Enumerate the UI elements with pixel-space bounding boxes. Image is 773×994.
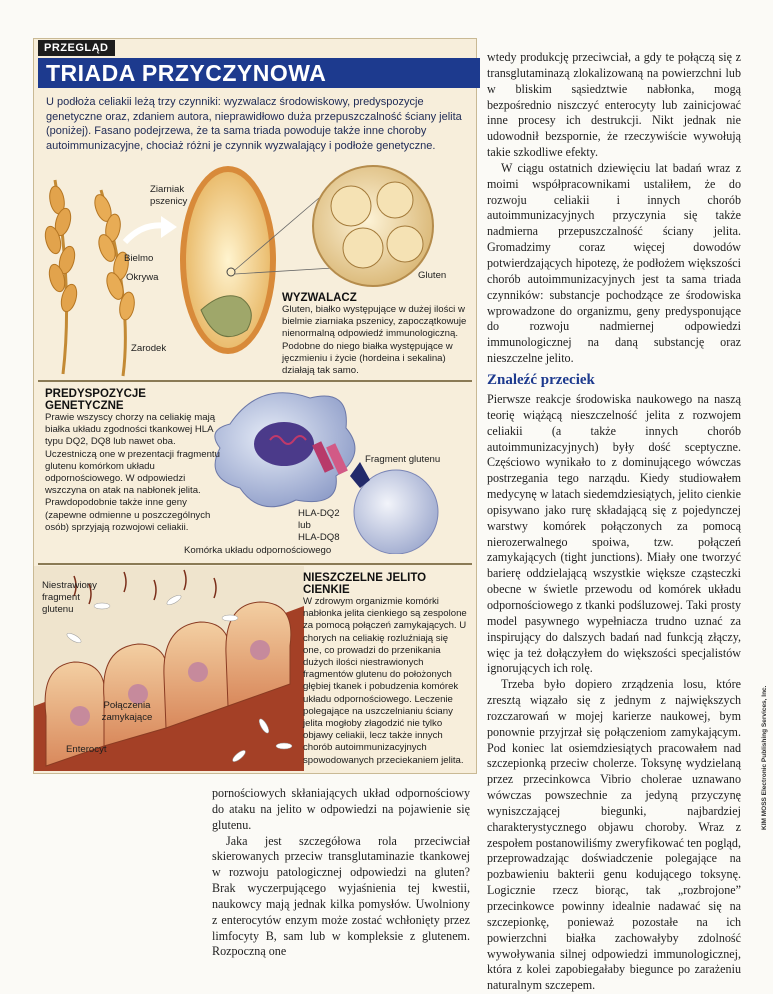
- gluten-label: Gluten: [418, 270, 447, 281]
- paragraph: W ciągu ostatnich dziewięciu lat badań wraz z moimi współpracownikami ustaliłem, że do rozwoju celiakii i innych chorób autoimmunizacyjnych przyczynia się także nadmierna przepuszczalność ściany jelita. Gromadzimy coraz więcej dowodów potwierdzających hipotezę, że podłożem większości chorób autoimmunizacyjnych jest ta sama triada czynników: substancje pochodzące ze środowiska wprowadzone do organizmu, geny predysponujące do rozwoju nadmiernej odpowiedzi immunologicznej na daną substancję oraz nieszczelne jelito.: [487, 160, 741, 366]
- section-tag: PRZEGLĄD: [38, 40, 115, 56]
- wheat-stalk-left: [43, 180, 80, 374]
- trigger-heading: WYZWALACZ: [282, 292, 357, 304]
- sidebar-title: TRIADA PRZYCZYNOWA: [38, 58, 480, 88]
- section-subheading: Znaleźć przeciek: [487, 372, 595, 388]
- panel-divider: [38, 380, 472, 382]
- tight-junctions-label: Połączenia zamykające: [101, 700, 153, 723]
- leaky-gut-text: W zdrowym organizmie komórki nabłonka jelita cienkiego są zespolone za pomocą połączeń zamykających. U chorych na celiakię rozluźniają się one, co prowadzi do przenikania dużych ilości niestrawionych fragmentów glutenu do położonych głębiej tkanek i pobudzenia komórek układu odpornościowego. Leczenie polegające na uszczelnianiu ściany jelita mogłoby złagodzić nie tylko objawy celiakii, lecz także innych chorób autoimmunizacyjnych spowodowanych przeciekaniem jelita.: [303, 596, 467, 766]
- paragraph: Pierwsze reakcje środowiska naukowego na naszą teorię wiążącą nieszczelność jelita z rozwojem celiakii (a także innych chorób autoimmunizacyjnych) były dość sceptyczne. Częściowo wynikało to z dominującego wówczas postrzegania tego narządu. Kiedy studiowałem medycynę w latach siedemdziesiątych, jelito cienkie opisywano jako rurę składającą się z pojedynczej warstwy komórek połączonych za pomocą nierozerwalnego spoiwa, tzw. połączeń zamykających (tight junctions). Miały one tworzyć barierę oddzielającą wszystkie większe cząsteczki obecne w świetle przewodu od komórek układu odpornościowego z tkanki podśluzowej. Taki prosty model pasywnego wypełniacza trudno uznać za inspirujący do dalszych badań nad funkcją złączy, więc ja też dołączyłem do większości specjalistów ignorujących ich rolę.: [487, 392, 741, 676]
- kernel-label: Ziarniak pszenicy: [150, 184, 188, 207]
- genetics-text: Prawie wszyscy chorzy na celiakię mają białka układu zgodności tkankowej HLA typu DQ2, DQ8 lub nawet oba. Uczestniczą one w prezentacji fragmentu glutenu komórkom układu odpornościowego. W odpowiedzi wszczyna on atak na nabłonek jelita. Prawdopodobnie także inne geny (zapewne odmienne u poszczególnych osób) sprzyjają rozwojowi celiakii.: [45, 412, 220, 533]
- husk-label: Okrywa: [126, 272, 159, 283]
- article-right-column-top: [487, 50, 741, 367]
- article-right-column-bottom: [487, 392, 741, 994]
- germ-label: Zarodek: [131, 343, 167, 354]
- immune-cell-label: Komórka układu odpornościowego: [184, 545, 332, 556]
- gluten-fragment-label: Fragment glutenu: [365, 454, 441, 465]
- endosperm-label: Bielmo: [124, 253, 154, 264]
- genetics-heading: PREDYSPOZYCJE GENETYCZNE: [45, 388, 146, 412]
- sidebar-intro: U podłoża celiakii leżą trzy czynniki: wyzwalacz środowiskowy, predyspozycje genetyczne oraz, zdaniem autora, nieprawidłowo duża przepuszczalność ściany jelita (poniżej). Fasano podejrzewa, że ta sama triada powoduje także inne choroby autoimmunizacyjne, chociaż różni je czynnik wyzwalający i podłoże genetyczne.: [46, 96, 462, 152]
- genetics-text-block: [45, 388, 220, 534]
- undigested-fragment-label: Niestrawiony fragment glutenu: [42, 580, 97, 615]
- leaky-gut-heading: NIESZCZELNE JELITO CIENKIE: [303, 572, 427, 596]
- paragraph: Trzeba było dopiero zrządzenia losu, które zresztą wiązało się z jednym z największych rozczarowań w mojej karierze naukowej, bym ponownie przyjrzał się połączeniom zamykającym. Pod koniec lat osiemdziesiątych pracowałem nad szczepionką przeciw cholerze. Toksynę wydzielaną przez przecinkowca Vibrio cholerae uznawano wówczas powszechnie za jedyną przyczynę wyniszczającej biegunki, najbardziej charakterystycznego objawu choroby. Wraz z zespołem postanowiliśmy zweryfikować ten pogląd, przeprowadzając doświadczenie polegające na pozbawieniu bakterii genu kodującego toksynę. Logicznie rzecz biorąc, tak „rozbrojone” przecinkowce powinny idealnie nadawać się na szczepionkę, ponieważ pozostałe na ich powierzchni białka zachowałyby zdolność wywoływania silnej odpowiedzi immunologicznej, która z kolei zapobiegałaby biegunce po zarażeniu naturalnym szczepem.: [487, 677, 741, 993]
- enterocyte-label: Enterocyt: [66, 744, 107, 755]
- panel-divider: [38, 563, 472, 565]
- paragraph: Jaka jest szczegółowa rola przeciwciał skierowanych przeciw transglutaminazie tkankowej w rozwoju patologicznej odpowiedzi na gluten? Brak wyczerpującego wyjaśnienia tej kwestii, naukowcy mają jednak kilka pomysłów. Uwolniony z enterocytów enzym może zostać wchłonięty przez limfocyty B, sam lub w kompleksie z glutenem. Rozpoczną one: [212, 833, 470, 959]
- trigger-text: Gluten, białko występujące w dużej ilości w bielmie ziarniaka pszenicy, zapoczątkowuje nienormalną odpowiedź immunologiczną. Podobne do niego białka występujące w jęczmieniu i życie (hordeina i sekalina) działają tak samo.: [282, 304, 467, 377]
- trigger-text-block: [282, 292, 468, 377]
- hla-label: HLA-DQ2 lub HLA-DQ8: [298, 508, 340, 543]
- paragraph: pornościowych skłaniających układ odpornościowy do ataku na jelito w odpowiedzi na pojawienie się glutenu.: [212, 786, 470, 832]
- leaky-gut-text-block: [303, 572, 469, 767]
- illustration-credit: KIM MOSS Electronic Publishing Services, Inc.: [761, 685, 768, 830]
- paragraph: wtedy produkcję przeciwciał, a gdy te połączą się z transglutaminazą zlokalizowaną na powierzchni lub w bliskim sąsiedztwie nabłonka, mogą bezpośrednio niszczyć enterocyty lub zainicjować inne procesy ich destrukcji. Nikt jednak nie udowodnił bezspornie, że rzeczywiście wywołują takie szkodliwe efekty.: [487, 50, 741, 160]
- article-left-column: [212, 786, 470, 960]
